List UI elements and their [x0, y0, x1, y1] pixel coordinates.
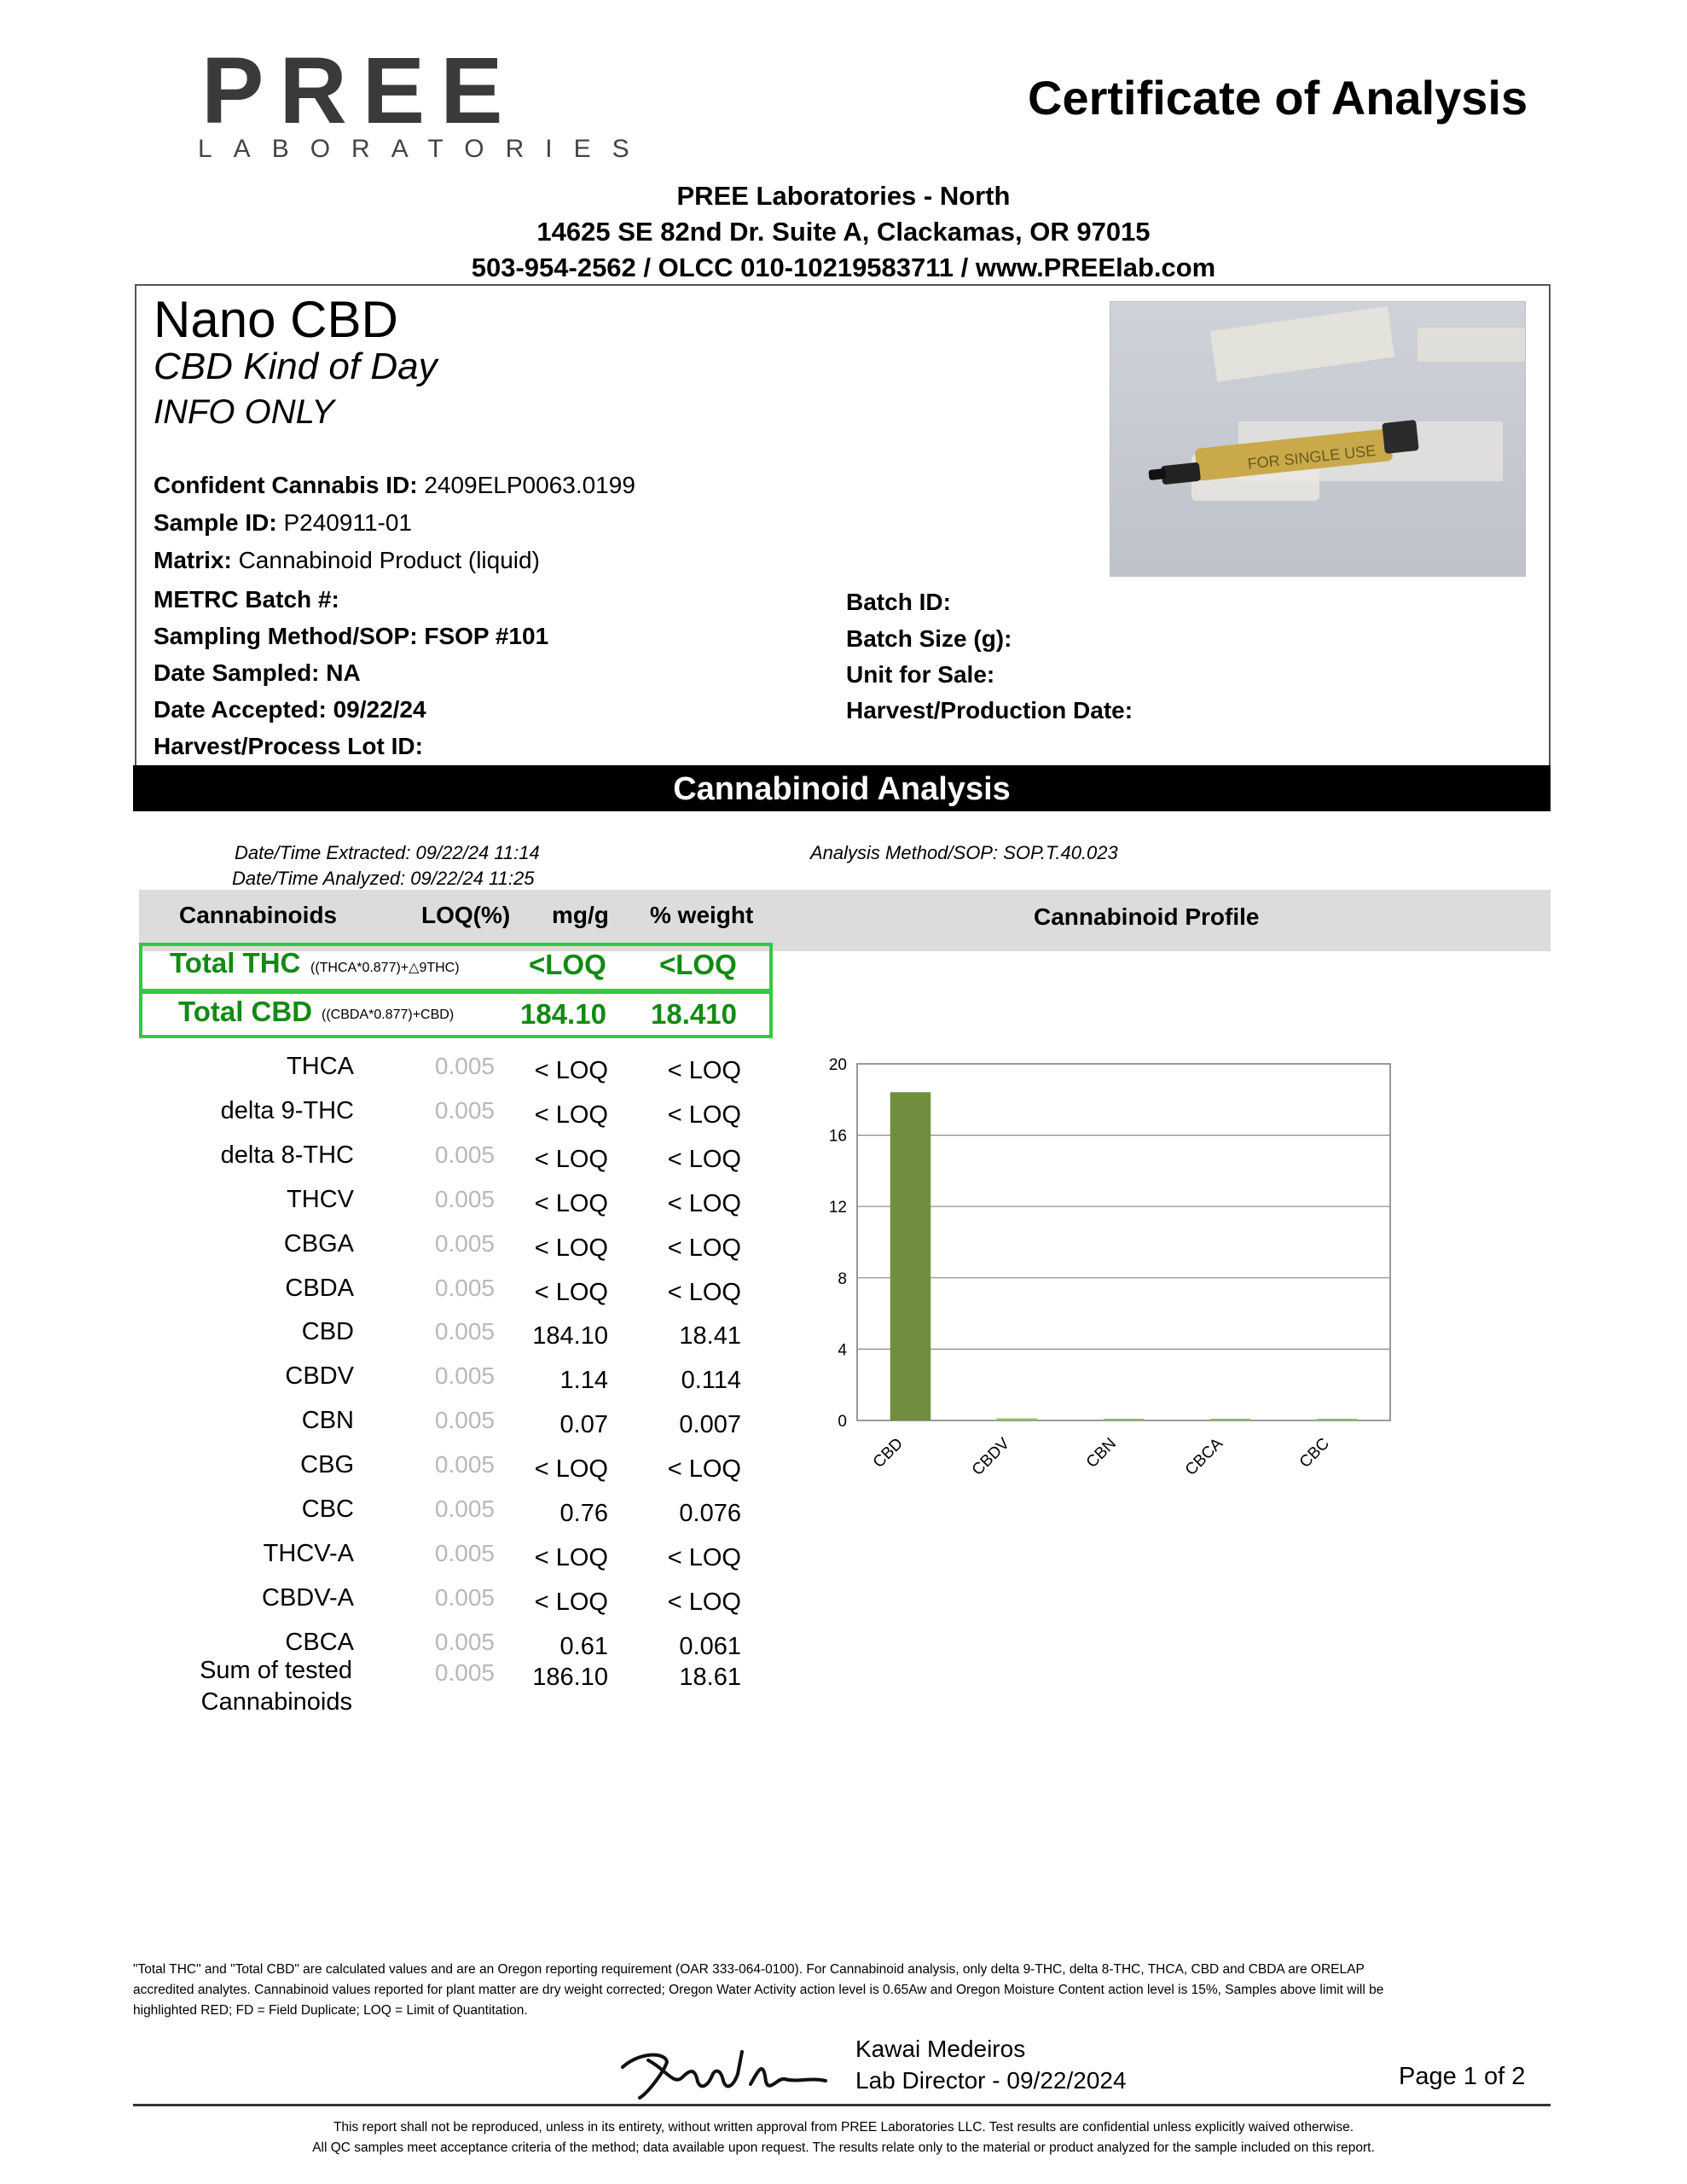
sample-id-line	[154, 509, 412, 537]
chart-y-tick-label: 12	[828, 1199, 847, 1217]
date-analyzed: Date/Time Analyzed: 09/22/24 11:25	[232, 868, 535, 889]
chart-x-tick-label: CBC	[1296, 1434, 1334, 1472]
page-number: Page 1 of 2	[1399, 2063, 1526, 2090]
date-accepted-value: 09/22/24	[333, 696, 426, 723]
cannabinoid-profile-chart	[819, 1045, 1416, 1489]
total-thc-mg: <LOQ	[529, 949, 606, 980]
cannabinoid-loq: 0.005	[434, 1583, 495, 1611]
chart-y-tick-label: 20	[828, 1056, 847, 1074]
chart-bar	[1104, 1419, 1145, 1420]
date-accepted-line	[154, 696, 426, 723]
lab-name: PREE Laboratories - North	[676, 181, 1011, 211]
cannabinoid-mg: 0.61	[559, 1632, 608, 1660]
cannabinoid-pct: < LOQ	[667, 1278, 741, 1306]
chart-y-tick-label: 16	[828, 1127, 847, 1146]
sampling-line	[154, 623, 548, 650]
product-subtitle: CBD Kind of Day	[154, 346, 438, 387]
chart-bar	[1317, 1419, 1358, 1420]
chart-y-tick-label: 4	[838, 1341, 847, 1360]
signer-name: Kawai Medeiros	[855, 2036, 1026, 2062]
col-loq: LOQ(%)	[421, 902, 511, 928]
total-cbd-pct: 18.410	[651, 998, 737, 1030]
cannabinoid-loq: 0.005	[434, 1539, 495, 1566]
signature	[614, 2043, 836, 2103]
cannabinoid-name: CBG	[300, 1451, 354, 1479]
cannabinoid-name: CBCA	[285, 1628, 354, 1656]
cannabinoid-name: delta 9-THC	[220, 1096, 354, 1124]
chart-bar	[997, 1419, 1038, 1420]
cannabinoid-mg: < LOQ	[534, 1278, 608, 1306]
lab-contact: 503-954-2562 / OLCC 010-10219583711 / www.PREElab.com	[471, 253, 1216, 282]
cannabinoid-loq: 0.005	[434, 1318, 495, 1345]
cannabinoid-loq: 0.005	[434, 1451, 495, 1478]
cannabinoid-mg: < LOQ	[534, 1234, 608, 1262]
total-thc-formula: ((THCA*0.877)+△9THC)	[310, 961, 460, 975]
unit-sale-label: Unit for Sale:	[846, 661, 995, 688]
product-photo	[1110, 301, 1526, 577]
cannabinoid-name: CBGA	[283, 1229, 354, 1258]
cannabinoid-mg: 184.10	[532, 1322, 608, 1350]
col-cannabinoids: Cannabinoids	[179, 902, 338, 928]
matrix-line	[154, 547, 540, 574]
chart-plot-area	[857, 1064, 1390, 1420]
signer-title: Lab Director - 09/22/2024	[855, 2067, 1127, 2094]
analysis-method: Analysis Method/SOP: SOP.T.40.023	[810, 842, 1118, 863]
date-extracted: Date/Time Extracted: 09/22/24 11:14	[235, 842, 540, 863]
cannabinoid-name: CBN	[301, 1407, 354, 1435]
cannabinoid-pct: < LOQ	[667, 1543, 741, 1571]
chart-bar	[1210, 1419, 1251, 1420]
metrc-label: METRC Batch #:	[154, 586, 339, 613]
cannabinoid-pct: 0.076	[679, 1500, 741, 1527]
cannabinoid-loq: 0.005	[434, 1362, 495, 1390]
sum-row-name	[136, 1655, 352, 1718]
sum-row-mg: 186.10	[532, 1664, 608, 1691]
matrix-label: Matrix:	[154, 547, 232, 573]
col-profile: Cannabinoid Profile	[1034, 903, 1260, 930]
section-header-cannabinoid: Cannabinoid Analysis	[133, 765, 1551, 811]
cannabinoid-mg: < LOQ	[534, 1543, 608, 1571]
cannabinoid-pct: < LOQ	[667, 1145, 741, 1173]
cannabinoid-loq: 0.005	[434, 1141, 495, 1168]
product-note: INFO ONLY	[154, 393, 334, 431]
sample-id-label: Sample ID:	[154, 509, 277, 536]
sampling-label: Sampling Method/SOP: FSOP #101	[154, 623, 549, 649]
document-title: Certificate of Analysis	[1028, 71, 1528, 125]
total-thc-label: Total THC	[170, 947, 301, 979]
lab-logo-subtitle: LABORATORIES	[198, 135, 651, 163]
date-sampled-line	[154, 659, 361, 687]
harvest-date-label: Harvest/Production Date:	[846, 697, 1133, 723]
cannabinoid-loq: 0.005	[434, 1229, 495, 1257]
cannabinoid-name: THCA	[287, 1053, 354, 1080]
chart-y-tick-label: 8	[838, 1269, 847, 1288]
cannabinoid-pct: 0.114	[681, 1367, 741, 1395]
total-cbd-formula: ((CBDA*0.877)+CBD)	[322, 1008, 455, 1022]
col-mg: mg/g	[552, 902, 609, 928]
chart-x-tick-label: CBCA	[1181, 1434, 1227, 1479]
cannabinoid-loq: 0.005	[434, 1628, 495, 1655]
cannabinoid-pct: < LOQ	[667, 1101, 741, 1129]
syringe-image	[1110, 302, 1526, 577]
cannabinoid-name: CBDA	[285, 1274, 354, 1302]
cannabinoid-name: CBDV-A	[262, 1583, 354, 1612]
cannabinoid-name: CBD	[301, 1318, 354, 1346]
cannabinoid-mg: < LOQ	[534, 1145, 608, 1173]
syringe-label-text: FOR SINGLE USE	[1246, 441, 1377, 473]
chart-x-tick-label: CBN	[1082, 1434, 1121, 1472]
cannabinoid-loq: 0.005	[434, 1274, 495, 1301]
product-name: Nano CBD	[154, 291, 398, 348]
cannabinoid-name: CBC	[301, 1496, 354, 1523]
cannabinoid-mg: 0.76	[559, 1500, 608, 1527]
confident-id-label: Confident Cannabis ID:	[154, 472, 418, 498]
metrc-line	[154, 586, 339, 613]
cannabinoid-loq: 0.005	[434, 1185, 495, 1212]
cannabinoid-mg: 0.07	[559, 1411, 608, 1439]
confident-id-value: 2409ELP0063.0199	[424, 472, 635, 498]
lab-address: 14625 SE 82nd Dr. Suite A, Clackamas, OR 97015	[536, 217, 1151, 247]
cannabinoid-name: CBDV	[285, 1362, 354, 1391]
cannabinoid-pct: < LOQ	[667, 1588, 741, 1616]
col-pct: % weight	[650, 902, 754, 928]
cannabinoid-pct: < LOQ	[667, 1057, 741, 1084]
cannabinoid-pct: < LOQ	[667, 1455, 741, 1484]
cannabinoid-loq: 0.005	[434, 1496, 495, 1522]
harvest-lot-label: Harvest/Process Lot ID:	[154, 733, 423, 759]
date-accepted-label: Date Accepted:	[154, 696, 327, 723]
chart-bar	[890, 1092, 931, 1420]
lab-logo: PREE	[201, 38, 519, 143]
cannabinoid-name: delta 8-THC	[220, 1141, 354, 1169]
sum-row-name-line2: Cannabinoids	[200, 1688, 352, 1716]
total-cbd-label: Total CBD	[178, 996, 313, 1027]
disclaimer-line-1: This report shall not be reproduced, unless in its entirety, without written approval from PREE Laboratories LLC. Test results are confidential unless explicitly waived otherwise.	[333, 2120, 1354, 2135]
cannabinoid-pct: 0.007	[679, 1411, 741, 1439]
cannabinoid-pct: 0.061	[679, 1632, 741, 1660]
confident-id-line	[154, 472, 635, 499]
batch-id-label: Batch ID:	[846, 589, 951, 615]
footer-note: "Total THC" and "Total CBD" are calculated values and are an Oregon reporting requirement (OAR 333-064-0100). For Cannabinoid analysis, only delta 9-THC, delta 8-THC, THCA, CBD and CBDA are ORELAP accredited analytes. Cannabinoid values reported for plant matter are dry weight corrected; Oregon Water Activity action level is 0.65Aw and Oregon Moisture Content action level is 15%, Samples above limit will be highlighted RED; FD = Field Duplicate; LOQ = Limit of Quantitation.	[133, 1962, 1384, 2018]
cannabinoid-mg: < LOQ	[534, 1057, 608, 1084]
chart-x-tick-label: CBDV	[968, 1434, 1014, 1479]
cannabinoid-pct: 18.41	[679, 1322, 741, 1350]
matrix-value: Cannabinoid Product (liquid)	[238, 547, 540, 573]
cannabinoid-mg: < LOQ	[534, 1101, 608, 1129]
cannabinoid-loq: 0.005	[434, 1096, 495, 1124]
cannabinoid-loq: 0.005	[434, 1407, 495, 1434]
cannabinoid-mg: < LOQ	[534, 1189, 608, 1217]
cannabinoid-pct: < LOQ	[667, 1189, 741, 1217]
cannabinoid-mg: < LOQ	[534, 1588, 608, 1616]
sum-row-name-line1: Sum of tested	[200, 1657, 352, 1684]
cannabinoid-loq: 0.005	[434, 1053, 495, 1079]
cannabinoid-mg: 1.14	[559, 1367, 608, 1395]
chart-x-tick-label: CBD	[869, 1434, 907, 1472]
total-thc-pct: <LOQ	[659, 949, 737, 980]
date-sampled-label: Date Sampled: NA	[154, 659, 361, 686]
cannabinoid-mg: < LOQ	[534, 1455, 608, 1484]
harvest-lot-line	[154, 733, 423, 760]
cannabinoid-pct: < LOQ	[667, 1234, 741, 1262]
disclaimer-line-2: All QC samples meet acceptance criteria of the method; data available upon request. The results relate only to the material or product analyzed for the sample included on this report.	[312, 2140, 1375, 2155]
sum-row-pct: 18.61	[679, 1664, 741, 1691]
chart-y-tick-label: 0	[838, 1413, 847, 1431]
cannabinoid-name: THCV-A	[263, 1539, 354, 1567]
sample-id-value: P240911-01	[283, 509, 412, 536]
cannabinoid-name: THCV	[287, 1185, 354, 1213]
footer-rule	[133, 2104, 1551, 2106]
total-cbd-mg: 184.10	[520, 998, 606, 1030]
sum-row-loq: 0.005	[434, 1659, 495, 1686]
batch-size-label: Batch Size (g):	[846, 625, 1012, 652]
